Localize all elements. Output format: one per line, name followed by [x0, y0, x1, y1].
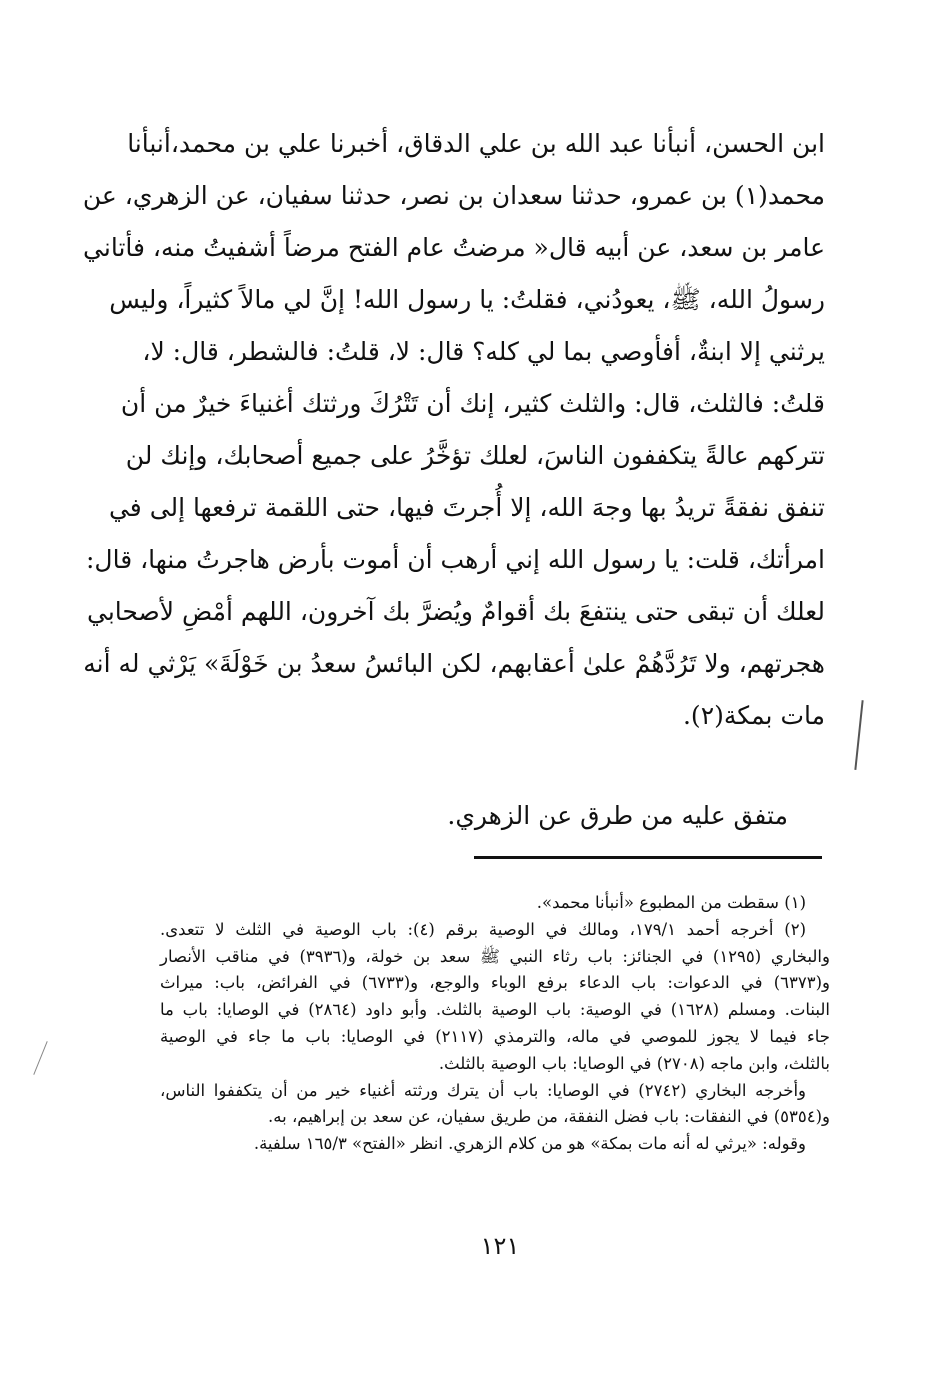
text-line: تتركهم عالةً يتكففون الناسَ، لعلك تؤخَّرُ على جميع أصحابك، وإنك لن — [125, 441, 825, 470]
page-number: ١٢١ — [480, 1232, 520, 1260]
footnote-line: وأخرجه البخاري (٢٧٤٢) في الوصايا: باب أن يترك ورثته أغنياء خير من أن يتكففوا الناس، — [160, 1080, 806, 1100]
footnote-separator — [474, 856, 822, 859]
footnotes-block — [160, 890, 830, 1158]
text-line: يرثني إلا ابنةٌ، أفأوصي بما لي كله؟ قال: لا، قلتُ: فالشطر، قال: لا، — [142, 337, 825, 366]
scan-artifact — [854, 700, 863, 770]
text-line: مات بمكة(٢). — [682, 701, 825, 730]
text-line: تنفق نفقةً تريدُ بها وجهَ الله، إلا أُجرتَ فيها، حتى اللقمة ترفعها إلى في — [108, 493, 825, 522]
text-line: هجرتهم، ولا تَرُدَّهُمْ علىٰ أعقابهم، لكن البائسُ سعدُ بن خَوْلَةَ» يَرْثي له أنه — [83, 649, 825, 678]
text-line: ابن الحسن، أنبأنا عبد الله بن علي الدقاق، أخبرنا علي بن محمد،أنبأنا — [127, 129, 825, 158]
footnote-line: و(٦٣٧٣) في الدعوات: باب الدعاء برفع الوباء والوجع، و(٦٧٣٣) في الفرائض، باب: ميراث — [160, 973, 830, 993]
footnote-line: و(٥٣٥٤) في النفقات: باب فضل النفقة، من طريق سفيان، عن سعد بن إبراهيم، به. — [268, 1107, 830, 1127]
text-line: رسولُ الله، ﷺ، يعودُني، فقلتُ: يا رسول الله! إنَّ لي مالاً كثيراً، وليس — [109, 285, 825, 314]
footnote-line: (١) سقطت من المطبوع «أنبأنا محمد». — [536, 893, 806, 912]
text-line: لعلك أن تبقى حتى ينتفعَ بك أقوامٌ ويُضرَّ بك آخرون، اللهم أمْضِ لأصحابي — [86, 597, 825, 626]
main-text-block — [82, 118, 825, 742]
footnote-line: (٢) أخرجه أحمد ١٧٩/١، ومالك في الوصية برقم (٤): باب الوصية في الثلث لا تتعدى. — [160, 919, 806, 939]
footnote-line: بالثلث، وابن ماجه (٢٧٠٨) في الوصايا: باب الوصية بالثلث. — [438, 1053, 830, 1073]
footnote-line: والبخاري (١٢٩٥) في الجنائز: باب رثاء النبي ﷺ سعد بن خولة، و(٣٩٣٦) في مناقب الأنصار — [160, 946, 830, 966]
text-line: امرأتك، قلت: يا رسول الله إني أرهب أن أموت بأرض هاجرتُ منها، قال: — [86, 545, 825, 574]
footnote-line: جاء فيما لا يجوز للموصي في ماله، والترمذي (٢١١٧) في الوصايا: باب ما جاء في الوصية — [160, 1026, 831, 1046]
text-line: عامر بن سعد، عن أبيه قال« مرضتُ عام الفتح مرضاً أشفيتُ منه، فأتاني — [83, 233, 825, 262]
footnote-line: وقوله: «يرثي له أنه مات بمكة» هو من كلام الزهري. انظر «الفتح» ١٦٥/٣ سلفية. — [253, 1134, 806, 1154]
scan-artifact — [33, 1041, 47, 1075]
hadith-grading: متفق عليه من طرق عن الزهري. — [447, 801, 788, 830]
footnote-line: البنات. ومسلم (١٦٢٨) في الوصية: باب الوصية بالثلث. وأبو داود (٢٨٦٤) في الوصايا: باب ما — [160, 1000, 830, 1020]
text-line: محمد(١) بن عمرو، حدثنا سعدان بن نصر، حدثنا سفيان، عن الزهري، عن — [82, 181, 825, 210]
text-line: قلتُ: فالثلث، قال: والثلث كثير، إنك أن تَتْرُكَ ورثتك أغنياءَ خيرٌ من أن — [120, 389, 825, 418]
